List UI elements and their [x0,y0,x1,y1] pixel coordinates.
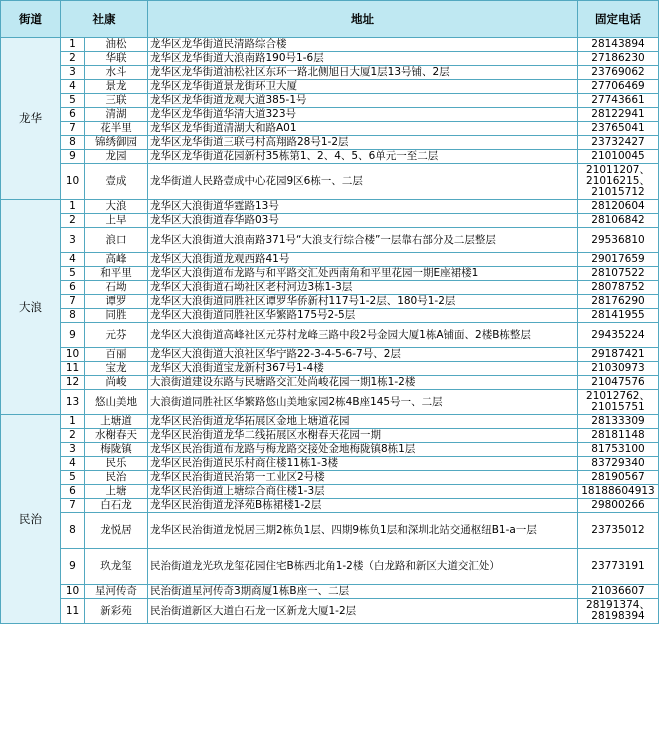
address-cell: 龙华区民治街道龙泽苑B栋裙楼1-2层 [148,499,578,513]
address-cell: 龙华区大浪街道石坳社区老村河边3栋1-3层 [148,281,578,295]
phone-cell: 28122941 [578,108,659,122]
row-number: 10 [61,348,85,362]
table-row [1,513,659,549]
row-number: 1 [61,200,85,214]
community-name: 元芬 [85,323,148,348]
community-name: 上塘 [85,485,148,499]
phone-cell: 28106842 [578,214,659,228]
row-number: 1 [61,415,85,429]
community-name: 石坳 [85,281,148,295]
address-cell: 民治街道新区大道白石龙一区新龙大厦1-2层 [148,599,578,624]
community-name: 油松 [85,38,148,52]
address-cell: 龙华区龙华街道民清路综合楼 [148,38,578,52]
row-number: 5 [61,267,85,281]
community-name: 锦绣御园 [85,136,148,150]
table-row [1,253,659,267]
row-number: 1 [61,38,85,52]
address-cell: 龙华区大浪街道同胜社区华繁路175号2-5层 [148,309,578,323]
row-number: 4 [61,80,85,94]
phone-cell: 27186230 [578,52,659,66]
address-cell: 龙华区大浪街道同胜社区谭罗华侨新村117号1-2层、180号1-2层 [148,295,578,309]
community-name: 百丽 [85,348,148,362]
table-row [1,108,659,122]
address-cell: 龙华区大浪街道龙观西路41号 [148,253,578,267]
phone-cell: 28143894 [578,38,659,52]
header-phone: 固定电话 [578,1,659,38]
community-name: 同胜 [85,309,148,323]
table-row [1,200,659,214]
row-number: 5 [61,471,85,485]
phone-cell: 29536810 [578,228,659,253]
phone-cell: 28078752 [578,281,659,295]
table-row [1,457,659,471]
header-district: 街道 [1,1,61,38]
row-number: 6 [61,281,85,295]
row-number: 9 [61,549,85,585]
table-header [1,1,659,38]
community-name: 景龙 [85,80,148,94]
row-number: 8 [61,513,85,549]
address-cell: 龙华区民治街道龙悦居三期2栋负1层、四期9栋负1层和深圳北站交通枢纽B1-a一层 [148,513,578,549]
address-cell: 大浪街道建设东路与民塘路交汇处尚峻花园一期1栋1-2楼 [148,376,578,390]
address-cell: 龙华区大浪街道宝龙新村367号1-4楼 [148,362,578,376]
address-cell: 龙华区龙华街道油松社区东环一路北侧旭日大厦1层13号铺、2层 [148,66,578,80]
table-row [1,599,659,624]
address-cell: 龙华区民治街道上塘综合商住楼1-3层 [148,485,578,499]
community-name: 星河传奇 [85,585,148,599]
address-cell: 龙华区龙华街道三联弓村高翔路28号1-2层 [148,136,578,150]
phone-cell: 21010045 [578,150,659,164]
address-cell: 龙华区民治街道龙华二线拓展区水榭春天花园一期 [148,429,578,443]
phone-cell: 28120604 [578,200,659,214]
table-row [1,415,659,429]
phone-cell: 28190567 [578,471,659,485]
community-name: 悠山美地 [85,390,148,415]
row-number: 7 [61,295,85,309]
district-cell: 龙华 [1,38,61,200]
row-number: 9 [61,323,85,348]
community-name: 玖龙玺 [85,549,148,585]
phone-cell: 21036607 [578,585,659,599]
phone-cell: 28133309 [578,415,659,429]
table-row [1,281,659,295]
community-name: 梅陇镇 [85,443,148,457]
community-name: 龙悦居 [85,513,148,549]
phone-cell: 27743661 [578,94,659,108]
address-cell: 民治街道龙光玖龙玺花园住宅B栋西北角1-2楼（白龙路和新区大道交汇处） [148,549,578,585]
community-name: 高峰 [85,253,148,267]
table-row [1,485,659,499]
row-number: 3 [61,228,85,253]
table-row [1,499,659,513]
phone-cell: 27706469 [578,80,659,94]
row-number: 12 [61,376,85,390]
community-name: 三联 [85,94,148,108]
phone-cell: 21012762、21015751 [578,390,659,415]
community-name: 民乐 [85,457,148,471]
phone-cell: 21011207、21016215、21015712 [578,164,659,200]
table-row [1,52,659,66]
table-row [1,362,659,376]
address-cell: 龙华区龙华街道清湖大和路A01 [148,122,578,136]
row-number: 6 [61,108,85,122]
table-row [1,150,659,164]
table-row [1,164,659,200]
row-number: 2 [61,52,85,66]
table-row [1,429,659,443]
row-number: 2 [61,429,85,443]
table-row [1,214,659,228]
address-cell: 龙华区大浪街道春华路03号 [148,214,578,228]
phone-cell: 28176290 [578,295,659,309]
row-number: 4 [61,253,85,267]
row-number: 11 [61,362,85,376]
community-name: 大浪 [85,200,148,214]
row-number: 3 [61,66,85,80]
community-name: 和平里 [85,267,148,281]
row-number: 9 [61,150,85,164]
community-name: 宝龙 [85,362,148,376]
phone-cell: 28181148 [578,429,659,443]
community-name: 壹成 [85,164,148,200]
header-address: 地址 [148,1,578,38]
address-cell: 龙华区民治街道布龙路与梅龙路交接处金地梅陇镇8栋1层 [148,443,578,457]
table-row [1,376,659,390]
address-cell: 龙华区民治街道民治第一工业区2号楼 [148,471,578,485]
row-number: 5 [61,94,85,108]
row-number: 4 [61,457,85,471]
address-cell: 龙华区大浪街道高峰社区元芬村龙峰三路中段2号金园大厦1栋A铺面、2楼B栋整层 [148,323,578,348]
community-name: 华联 [85,52,148,66]
phone-cell: 23732427 [578,136,659,150]
table-row [1,66,659,80]
address-cell: 龙华区龙华街道华清大道323号 [148,108,578,122]
community-name: 浪口 [85,228,148,253]
address-cell: 龙华街道人民路壹成中心花园9区6栋一、二层 [148,164,578,200]
community-name: 水斗 [85,66,148,80]
table-row [1,94,659,108]
community-name: 谭罗 [85,295,148,309]
table-row [1,348,659,362]
table-row [1,228,659,253]
community-name: 上早 [85,214,148,228]
address-cell: 大浪街道同胜社区华繁路悠山美地家园2栋4B座145号一、二层 [148,390,578,415]
table-row [1,267,659,281]
phone-cell: 18188604913 [578,485,659,499]
address-cell: 龙华区大浪街道布龙路与和平路交汇处西南角和平里花园一期E座裙楼1 [148,267,578,281]
row-number: 8 [61,309,85,323]
district-cell: 大浪 [1,200,61,415]
address-cell: 龙华区大浪街道大浪南路371号“大浪支行综合楼”一层靠右部分及二层整层 [148,228,578,253]
community-name: 尚峻 [85,376,148,390]
phone-cell: 83729340 [578,457,659,471]
community-name: 白石龙 [85,499,148,513]
address-cell: 龙华区民治街道龙华拓展区金地上塘道花园 [148,415,578,429]
phone-cell: 23773191 [578,549,659,585]
table-row [1,38,659,52]
address-cell: 龙华区龙华街道景龙街环卫大厦 [148,80,578,94]
row-number: 13 [61,390,85,415]
community-name: 民治 [85,471,148,485]
address-cell: 民治街道星河传奇3期商厦1栋B座一、二层 [148,585,578,599]
community-name: 新彩苑 [85,599,148,624]
phone-cell: 21030973 [578,362,659,376]
phone-cell: 28107522 [578,267,659,281]
phone-cell: 28191374、28198394 [578,599,659,624]
header-community: 社康 [61,1,148,38]
phone-cell: 23769062 [578,66,659,80]
table-row [1,585,659,599]
phone-cell: 29435224 [578,323,659,348]
address-cell: 龙华区大浪街道华霆路13号 [148,200,578,214]
table-row [1,443,659,457]
address-cell: 龙华区大浪街道大浪社区华宁路22-3-4-5-6-7号、2层 [148,348,578,362]
table-body [1,38,659,624]
row-number: 7 [61,122,85,136]
community-name: 清湖 [85,108,148,122]
row-number: 10 [61,585,85,599]
row-number: 8 [61,136,85,150]
table-row [1,390,659,415]
community-name: 上塘道 [85,415,148,429]
row-number: 3 [61,443,85,457]
table-row [1,549,659,585]
row-number: 2 [61,214,85,228]
community-name: 花半里 [85,122,148,136]
address-cell: 龙华区龙华街道龙观大道385-1号 [148,94,578,108]
table-row [1,471,659,485]
row-number: 11 [61,599,85,624]
phone-cell: 81753100 [578,443,659,457]
table-row [1,136,659,150]
table-row [1,309,659,323]
address-cell: 龙华区民治街道民乐村商住楼11栋1-3楼 [148,457,578,471]
community-name: 水榭春天 [85,429,148,443]
community-name: 龙园 [85,150,148,164]
table-row [1,295,659,309]
phone-cell: 23765041 [578,122,659,136]
table-row [1,122,659,136]
phone-cell: 21047576 [578,376,659,390]
address-cell: 龙华区龙华街道大浪南路190号1-6层 [148,52,578,66]
phone-cell: 28141955 [578,309,659,323]
table-row [1,323,659,348]
table-row [1,80,659,94]
district-cell: 民治 [1,415,61,624]
row-number: 7 [61,499,85,513]
phone-cell: 29017659 [578,253,659,267]
address-cell: 龙华区龙华街道花园新村35栋第1、2、4、5、6单元一至二层 [148,150,578,164]
phone-cell: 29800266 [578,499,659,513]
phone-cell: 29187421 [578,348,659,362]
phone-cell: 23735012 [578,513,659,549]
row-number: 6 [61,485,85,499]
row-number: 10 [61,164,85,200]
